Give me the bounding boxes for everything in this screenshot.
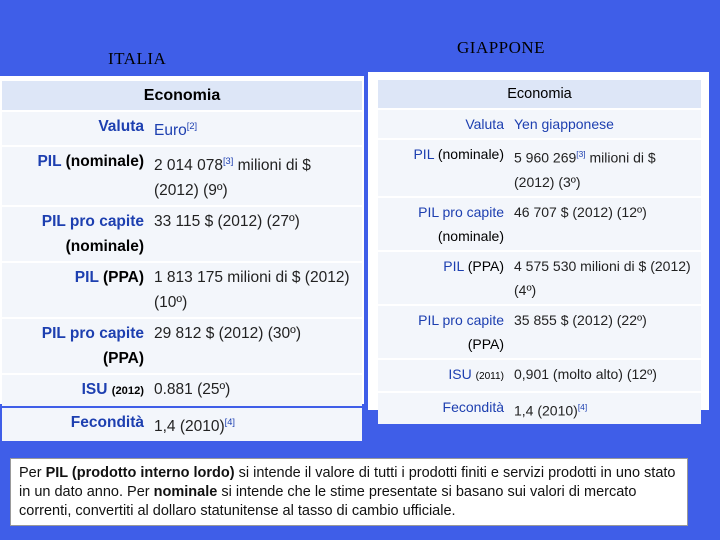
value-rank: (25º) — [197, 381, 231, 399]
value-text: 46 707 $ (2012) — [514, 203, 617, 220]
value-rank: (2012) (3º) — [514, 173, 581, 190]
country-title-italia: ITALIA — [108, 49, 167, 68]
row-label[interactable] — [378, 360, 510, 391]
value-rank: (22º) — [616, 311, 647, 328]
label-sub: (2012) — [111, 385, 144, 398]
definition-note — [10, 458, 688, 526]
label-sub: (PPA) — [102, 269, 144, 287]
note-bold-term: nominale — [153, 484, 218, 500]
value-rank: (12º) — [616, 203, 647, 220]
note-bold-term: PIL (prodotto interno lordo) — [45, 465, 235, 481]
label-sub: (nominale) — [65, 153, 144, 171]
label-main: PIL pro capite — [418, 203, 504, 220]
value-rank: (10º) — [154, 294, 188, 312]
currency-link[interactable]: Yen giapponese — [514, 116, 614, 132]
table-row — [2, 207, 362, 261]
value-text: 1,4 (2010) — [514, 402, 578, 419]
row-value — [150, 263, 362, 317]
row-value — [150, 147, 362, 205]
row-label[interactable] — [378, 198, 510, 250]
row-value — [510, 110, 701, 138]
table-row — [2, 147, 362, 205]
row-label[interactable] — [2, 263, 150, 317]
table-row — [378, 393, 701, 425]
label-sub: (nominale) — [437, 146, 504, 162]
row-value — [150, 112, 362, 145]
value-rank: (2012) (4º) — [514, 257, 691, 298]
table-row — [378, 198, 701, 250]
value-rank: (27º) — [266, 213, 300, 231]
reference-link[interactable]: [4] — [224, 417, 236, 428]
row-label[interactable] — [2, 207, 150, 261]
row-label[interactable]: Valuta — [378, 110, 510, 138]
reference-link[interactable]: [2] — [186, 121, 198, 131]
table-row — [2, 375, 362, 406]
row-label[interactable] — [378, 306, 510, 358]
row-value — [510, 198, 701, 250]
row-label[interactable]: Valuta — [2, 112, 150, 145]
label-main: PIL — [413, 146, 434, 162]
value-text: 4 575 530 milioni di $ — [514, 257, 651, 274]
label-main: PIL pro capite — [41, 325, 144, 343]
row-value — [510, 252, 701, 304]
label-main: PIL pro capite — [418, 311, 504, 328]
value-text: milioni di $ — [585, 149, 656, 166]
value-text: 35 855 $ (2012) — [514, 311, 617, 328]
note-text: Per — [19, 465, 46, 481]
label-main: PIL — [37, 153, 62, 171]
value-text: milioni di $ — [233, 157, 311, 175]
row-value — [150, 375, 362, 406]
label-main: PIL — [74, 269, 99, 287]
row-value — [150, 319, 362, 373]
row-label[interactable] — [378, 252, 510, 304]
value-text: 0,901 (molto alto) — [514, 365, 627, 382]
row-value — [150, 207, 362, 261]
reference-link[interactable]: [3] — [576, 149, 586, 159]
table-row — [2, 408, 362, 441]
table-row — [378, 140, 701, 196]
table-header: Economia — [2, 81, 362, 110]
italia-economy-infobox — [0, 76, 364, 436]
row-label[interactable] — [2, 147, 150, 205]
table-row — [2, 112, 362, 145]
label-sub: (nominale) — [437, 227, 504, 244]
value-text: 5 960 269 — [514, 149, 577, 166]
label-sub: (PPA) — [102, 350, 144, 368]
reference-link[interactable]: [4] — [577, 401, 588, 412]
table-row — [378, 110, 701, 138]
value-rank: (30º) — [267, 325, 301, 343]
note-text: si intende che le stime presentate si basano sui valori di mercato correnti, convertiti al dollaro statunitense al tasso di cambio ufficiale. — [19, 484, 637, 519]
label-main: PIL pro capite — [41, 213, 144, 231]
row-value — [510, 360, 701, 391]
country-title-giappone: GIAPPONE — [457, 38, 546, 57]
row-label[interactable] — [378, 140, 510, 196]
value-text: 2 014 078 — [154, 157, 223, 175]
reference-link[interactable]: [3] — [222, 156, 234, 167]
economy-table — [2, 79, 362, 443]
row-label[interactable]: Fecondità — [2, 408, 150, 441]
label-sub: (2011) — [475, 370, 504, 382]
table-header: Economia — [378, 80, 701, 108]
row-value — [510, 393, 701, 425]
row-label[interactable]: Fecondità — [378, 393, 510, 425]
value-rank: (12º) — [626, 365, 657, 382]
row-value — [150, 408, 362, 441]
currency-link[interactable]: Euro — [154, 122, 187, 140]
row-value — [510, 140, 701, 196]
table-row — [2, 263, 362, 317]
giappone-economy-infobox — [368, 72, 709, 419]
row-value — [510, 306, 701, 358]
row-label[interactable] — [2, 319, 150, 373]
table-row — [378, 360, 701, 391]
label-sub: (PPA) — [467, 257, 504, 274]
label-sub: (PPA) — [467, 335, 504, 352]
note-text: si intende il valore di tutti i prodotti finiti e servizi prodotti in uno stato in un dato anno. Per — [19, 465, 676, 500]
label-sub: (nominale) — [65, 238, 144, 256]
table-row — [378, 252, 701, 304]
value-text: 29 812 $ (2012) — [154, 325, 268, 343]
table-row — [378, 306, 701, 358]
label-main: PIL — [443, 257, 464, 274]
value-text: 33 115 $ (2012) — [154, 213, 267, 231]
value-rank: (2012) (9º) — [154, 182, 228, 200]
table-row — [2, 319, 362, 373]
label-main: ISU — [81, 381, 108, 399]
label-main: ISU — [448, 365, 472, 382]
economy-table — [378, 78, 701, 426]
value-text: 1 813 175 milioni di $ (2012) — [154, 269, 350, 287]
row-label[interactable] — [2, 375, 150, 406]
value-text: 1,4 (2010) — [154, 418, 225, 436]
value-text: 0.881 — [154, 381, 198, 399]
